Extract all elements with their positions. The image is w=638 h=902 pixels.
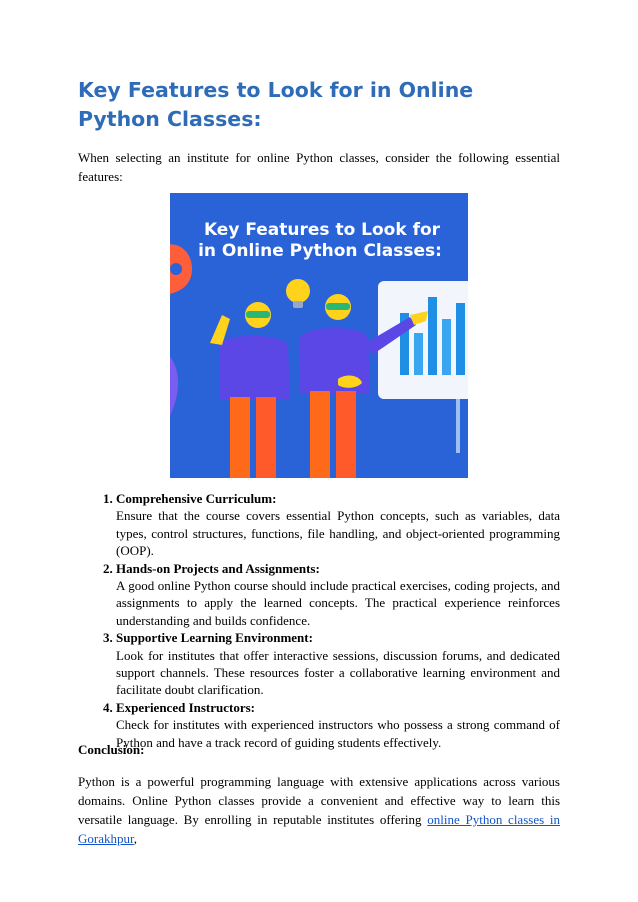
conclusion-text-after: , — [133, 831, 138, 846]
board-bar-5 — [456, 303, 465, 375]
feature-description: A good online Python course should include practical exercises, coding projects, and assignments to apply the learned concepts. The practical experience reinforces understanding and builds confidence. — [116, 578, 560, 628]
feature-title: 3. Supportive Learning Environment: — [116, 630, 313, 646]
feature-description: Look for institutes that offer interactive sessions, discussion forums, and dedicated support channels. These resources foster a collaborative learning environment and facilitate doubt clarification. — [116, 647, 560, 698]
page-title: Key Features to Look for in Online Python Classes: — [78, 78, 474, 131]
hero-banner-line1: Key Features to Look for — [203, 220, 441, 240]
feature-title: 1. Comprehensive Curriculum: — [116, 491, 277, 506]
feature-title: 2. Hands-on Projects and Assignments: — [116, 560, 320, 576]
figure-left-leg1 — [230, 397, 250, 478]
hero-illustration — [170, 193, 468, 478]
intro-paragraph: When selecting an institute for online Python classes, consider the following essential features: — [78, 150, 560, 184]
feature-description: Check for institutes with experienced instructors who possess a strong command of Python and have a track record of guiding students effectively. — [116, 717, 560, 750]
gorakhpur-classes-link[interactable]: online Python classes in Gorakhpur — [78, 812, 560, 846]
feature-item — [116, 629, 560, 699]
lightbulb-icon — [286, 279, 310, 303]
figure-right-leg2 — [336, 391, 356, 478]
feature-description: Ensure that the course covers essential Python concepts, such as variables, data types, control structures, functions, file handling, and object-oriented programming (OOP). — [116, 508, 560, 559]
board-bar-3 — [428, 297, 437, 375]
board-bar-2 — [414, 333, 423, 375]
lightbulb-base — [293, 301, 303, 308]
figure-left-body — [220, 336, 290, 399]
features-list — [78, 490, 560, 751]
conclusion-paragraph — [78, 772, 560, 848]
figure-right-glasses — [326, 303, 350, 310]
feature-title: 4. Experienced Instructors: — [116, 699, 256, 715]
figure-left-glasses — [246, 311, 270, 318]
hero-svg — [170, 193, 468, 478]
figure-right-leg1 — [310, 391, 330, 478]
conclusion-text: Python is a powerful programming language with extensive applications across various domains. Online Python classes provide a convenient and effective way to learn this versatile language. By enrolling in reputable institutes offering — [78, 774, 560, 827]
pin-hole — [170, 263, 182, 275]
hero-banner-line2: in Online Python Classes: — [198, 241, 442, 261]
board-bar-4 — [442, 319, 451, 375]
feature-item — [116, 699, 560, 751]
figure-left-leg2 — [256, 397, 276, 478]
feature-item — [116, 490, 560, 560]
feature-item — [116, 560, 560, 630]
conclusion-heading: Conclusion: — [78, 742, 145, 757]
